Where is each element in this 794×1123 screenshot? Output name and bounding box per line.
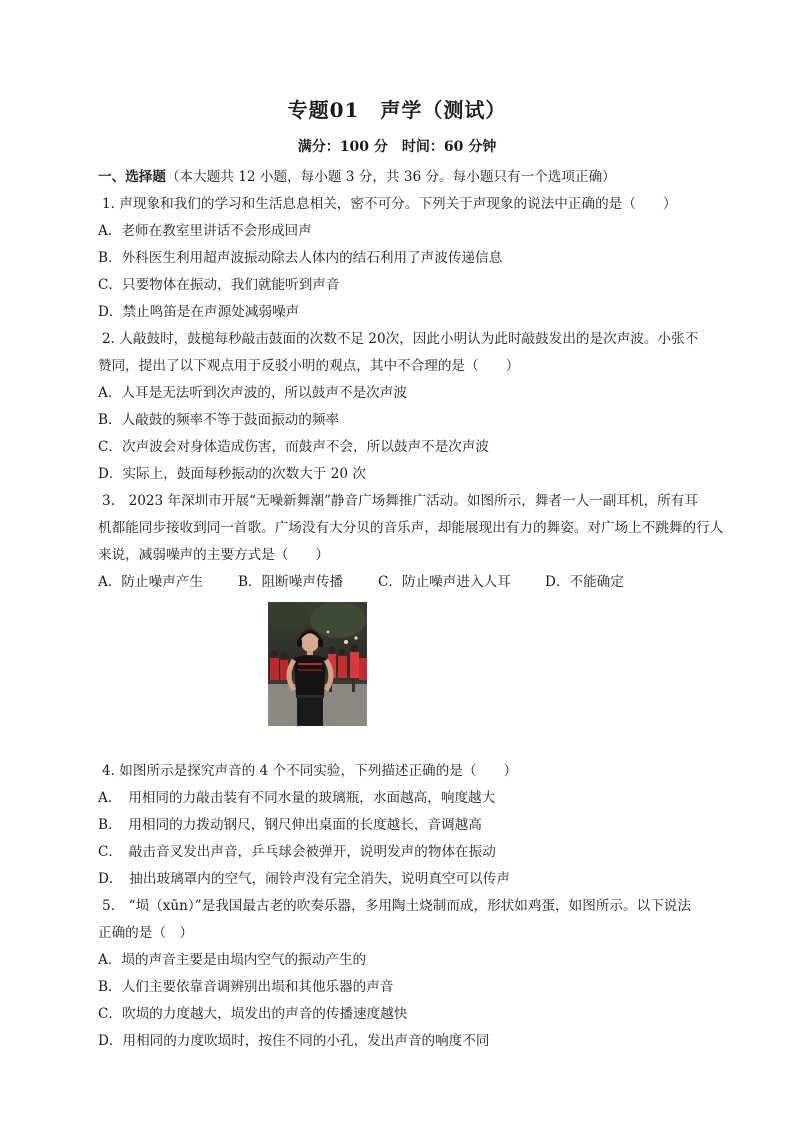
question-5-option-c: C．吹埙的力度越大，埙发出的声音的传播速度越快 [98,1006,408,1022]
question-5-option-d: D．用相同的力度吹埙时，按住不同的小孔，发出声音的响度不同 [98,1033,490,1049]
question-1-option-b: B．外科医生利用超声波振动除去人体内的结石利用了声波传递信息 [98,250,503,266]
question-3-stem-line-2: 机都能同步接收到同一首歌。广场没有大分贝的音乐声，却能展现出有力的舞姿。对广场上不跳舞的行人 [98,520,724,536]
question-2-stem-line-1: 2. 人敲鼓时，鼓槌每秒敲击鼓面的次数不足 20次，因此小明认为此时敲鼓发出的是次声波。小张不 [102,331,699,347]
question-5-option-a: A．埙的声音主要是由埙内空气的振动产生的 [98,952,367,968]
section-description: （本大题共 12 小题，每小题 3 分，共 36 分。每小题只有一个选项正确） [165,169,616,185]
question-2-option-c: C．次声波会对身体造成伤害，而鼓声不会，所以鼓声不是次声波 [98,439,490,455]
question-list [98,164,724,1055]
figure-spacer [98,596,718,758]
question-5-stem-line-2: 正确的是（ ） [98,925,194,941]
question-2-option-b: B．人敲鼓的频率不等于鼓面振动的频率 [98,412,340,428]
question-4-option-c: C． 敲击音叉发出声音，乒乓球会被弹开，说明发声的物体在振动 [98,844,496,860]
question-1-option-c: C．只要物体在振动，我们就能听到声音 [98,277,340,293]
question-1-stem: 1. 声现象和我们的学习和生活息息相关，密不可分。下列关于声现象的说法中正确的是（ ） [102,196,677,212]
question-4-option-b: B． 用相同的力拨动钢尺，钢尺伸出桌面的长度越长，音调越高 [98,817,482,833]
question-2-option-d: D．实际上，鼓面每秒振动的次数大于 20 次 [98,466,366,482]
question-5-stem-line-1: 5. “埙（xūn）”是我国最古老的吹奏乐器，多用陶土烧制而成，形状如鸡蛋，如图所示。以下说法 [102,898,691,914]
section-heading [98,164,718,191]
question-3-option-a: A．防止噪声产生 [98,574,203,590]
question-3-stem-line-3: 来说，减弱噪声的主要方式是（ ） [98,547,330,563]
question-4-stem: 4. 如图所示是探究声音的 4 个不同实验，下列描述正确的是（ ） [102,763,518,779]
question-4-option-d: D． 抽出玻璃罩内的空气，闹铃声没有完全消失，说明真空可以传声 [98,871,510,887]
question-3-options [98,569,718,596]
question-4-option-a: A． 用相同的力敲击装有不同水量的玻璃瓶，水面越高，响度越大 [98,790,496,806]
section-title: 一、选择题 [98,169,166,185]
question-1-option-d: D．禁止鸣笛是在声源处减弱噪声 [98,304,300,320]
question-2-option-a: A．人耳是无法听到次声波的，所以鼓声不是次声波 [98,385,407,401]
question-3-option-c: C．防止噪声进入人耳 [378,574,511,590]
question-3-option-b: B．阻断噪声传播 [238,574,344,590]
question-1-option-a: A．老师在教室里讲话不会形成回声 [98,223,312,239]
dancer-photo [268,602,367,726]
question-2-stem-line-2: 赞同，提出了以下观点用于反驳小明的观点，其中不合理的是（ ） [98,358,520,374]
question-5-option-b: B．人们主要依靠音调辨别出埙和其他乐器的声音 [98,979,394,995]
score-time-line: 满分：100 分 时间：60 分钟 [297,139,497,155]
question-3-stem-line-1: 3. 2023 年深圳市开展“无噪新舞潮”静音广场舞推广活动。如图所示，舞者一人一副耳机，所有耳 [102,493,698,509]
question-3-option-d: D．不能确定 [545,574,624,590]
page-title: 专题01 声学（测试） [287,98,507,122]
